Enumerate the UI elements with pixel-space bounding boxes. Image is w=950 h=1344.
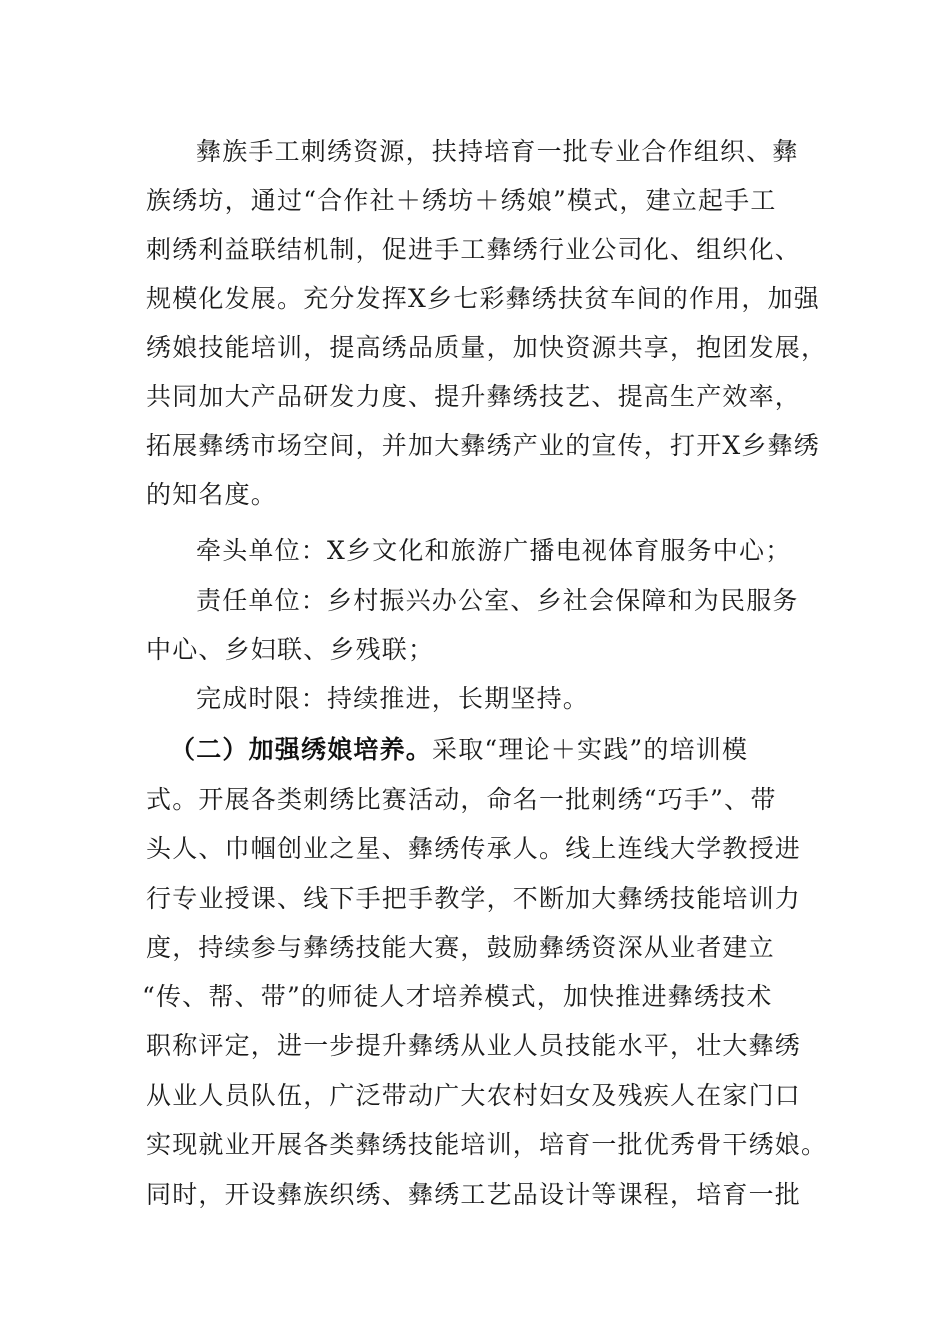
paragraph-line: 头人、巾帼创业之星、彝绣传承人。线上连线大学教授进 [146,834,802,863]
deadline: 完成时限：持续推进，长期坚持。 [196,684,590,713]
paragraph-line: 族绣坊，通过“合作社＋绣坊＋绣娘”模式，建立起手工 [146,186,777,215]
paragraph-line: 彝族手工刺绣资源，扶持培育一批专业合作组织、彝 [196,137,799,166]
paragraph-line: 行专业授课、线下手把手教学，不断加大彝绣技能培训力 [146,884,802,913]
paragraph-line: 刺绣利益联结机制，促进手工彝绣行业公司化、组织化、 [146,235,802,264]
paragraph-line: 职称评定，进一步提升彝绣从业人员技能水平，壮大彝绣 [146,1031,802,1060]
responsible-unit-continued: 中心、乡妇联、乡残联； [146,635,435,664]
section-heading: （二）加强绣娘培养。 [170,735,433,764]
paragraph-line: 实现就业开展各类彝绣技能培训，培育一批优秀骨干绣娘。 [146,1130,828,1159]
paragraph-line: 从业人员队伍，广泛带动广大农村妇女及残疾人在家门口 [146,1081,802,1110]
section-text: 采取“理论＋实践”的培训模 [432,735,749,764]
lead-unit: 牵头单位：X乡文化和旅游广播电视体育服务中心； [196,536,792,565]
paragraph-line: 绣娘技能培训，提高绣品质量，加快资源共享，抱团发展， [146,333,828,362]
paragraph-line: 式。开展各类刺绣比赛活动，命名一批刺绣“巧手”、带 [146,785,777,814]
responsible-unit: 责任单位：乡村振兴办公室、乡社会保障和为民服务 [196,586,799,615]
paragraph-line: “传、帮、带”的师徒人才培养模式，加快推进彝绣技术 [142,982,773,1011]
paragraph-line: 度，持续参与彝绣技能大赛，鼓励彝绣资深从业者建立 [146,933,775,962]
section-2-first-line [170,735,850,765]
paragraph-line: 的知名度。 [146,480,278,509]
paragraph-line: 共同加大产品研发力度、提升彝绣技艺、提高生产效率， [146,382,802,411]
paragraph-line: 拓展彝绣市场空间，并加大彝绣产业的宣传，打开X乡彝绣 [146,431,821,460]
paragraph-line: 规模化发展。充分发挥X乡七彩彝绣扶贫车间的作用，加强 [146,284,821,313]
paragraph-line: 同时，开设彝族织绣、彝绣工艺品设计等课程，培育一批 [146,1180,802,1209]
